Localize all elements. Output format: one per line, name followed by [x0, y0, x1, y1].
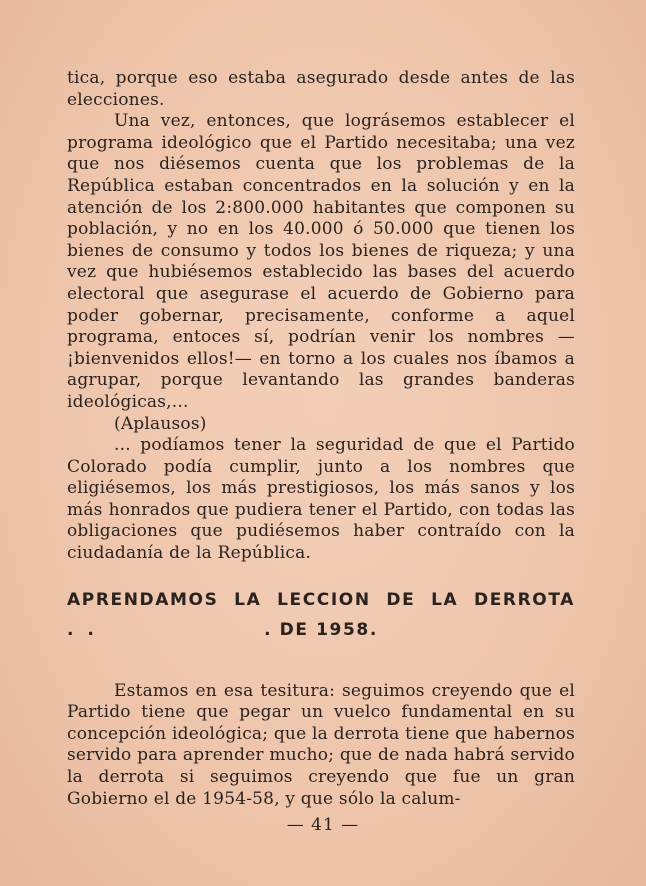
- applause-note: (Aplausos): [114, 413, 207, 434]
- paragraph-program: Una vez, entonces, que lográsemos establecer el programa ideológico que el Partido necesitaba; una vez que nos diésemos cuenta que los problemas de la República estaban concentrados en la solución y en la atención de los 2:800.000 habitantes que componen su población, y no en los 40.000 ó 50.000 que tienen los bienes de consumo y todos los bienes de riqueza; y una vez que hubiésemos establecido las bases del acuerdo electoral que asegurase el acuerdo de Gobierno para poder gobernar, precisamente, conforme a aquel programa, entoces sí, podrían venir los nombres —¡bienvenidos ellos!— en torno a los cuales nos íbamos a agrupar, porque levantando las grandes banderas ideológicas,...: [67, 111, 575, 412]
- section-heading-dots: . .: [67, 619, 98, 640]
- section-heading-line1: APRENDAMOS LA LECCION DE LA DERROTA: [67, 589, 575, 610]
- paragraph-continuation: tica, porque eso estaba asegurado desde antes de las elecciones.: [67, 68, 575, 110]
- paragraph-tesitura: Estamos en esa tesitura: seguimos creyendo que el Partido tiene que pegar un vuelco fundamental en su concepción ideológica; que la derrota tiene que habernos servido para aprender mucho; que de nada habrá servido la derrota si seguimos creyendo que fue un gran Gobierno el de 1954-58, y que sólo la calum-: [67, 680, 575, 809]
- page-body: [67, 68, 575, 810]
- section-heading-line2: [67, 617, 575, 643]
- paragraph-colorado: ... podíamos tener la seguridad de que el Partido Colorado podía cumplir, junto a los nombres que eligiésemos, los más prestigiosos, los más sanos y los más honrados que pudiera tener el Partido, con todas las obligaciones que pudiésemos haber contraído con la ciudadanía de la República.: [67, 435, 575, 564]
- page-number: — 41 —: [286, 815, 360, 835]
- section-heading: [67, 587, 575, 643]
- section-heading-year: . DE 1958.: [264, 619, 378, 640]
